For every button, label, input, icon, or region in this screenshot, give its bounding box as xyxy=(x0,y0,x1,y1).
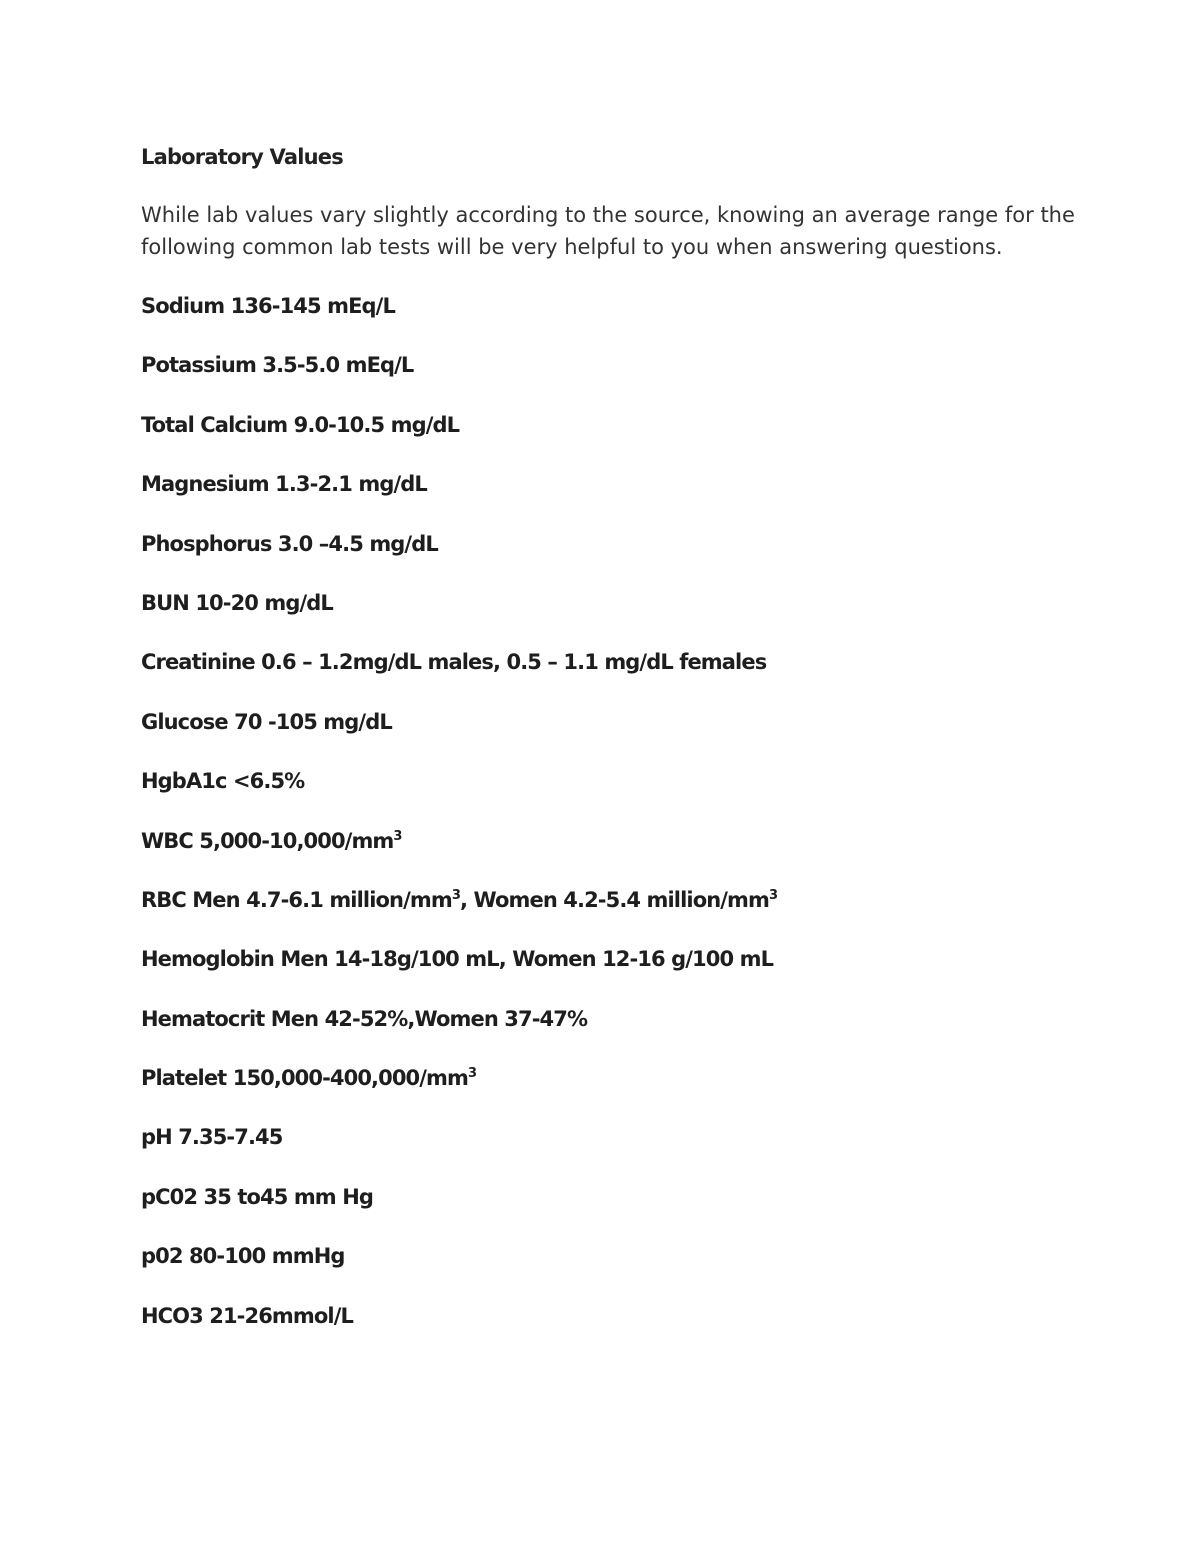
lab-value-item xyxy=(141,350,1101,409)
lab-values-list xyxy=(141,291,1101,1360)
lab-value-text: , Women 4.2-5.4 million/mm xyxy=(459,887,770,912)
lab-value-text: Phosphorus 3.0 –4.5 mg/dL xyxy=(141,531,438,556)
lab-value-item xyxy=(141,944,1101,1003)
lab-value-text: HCO3 21-26mmol/L xyxy=(141,1303,353,1328)
lab-value-text: Hemoglobin Men 14-18g/100 mL, Women 12-16 g/100 mL xyxy=(141,947,774,972)
lab-value-item xyxy=(141,1182,1101,1241)
lab-value-item xyxy=(141,885,1101,944)
lab-value-text: Total Calcium 9.0-10.5 mg/dL xyxy=(141,412,460,437)
lab-value-item xyxy=(141,707,1101,766)
lab-value-item xyxy=(141,766,1101,825)
lab-value-item xyxy=(141,469,1101,528)
lab-value-text: p02 80-100 mmHg xyxy=(141,1244,345,1269)
superscript-exponent: 3 xyxy=(467,1066,477,1082)
lab-value-item xyxy=(141,529,1101,588)
lab-value-text: RBC Men 4.7-6.1 million/mm xyxy=(141,887,452,912)
lab-value-text: Magnesium 1.3-2.1 mg/dL xyxy=(141,472,427,497)
superscript-exponent: 3 xyxy=(451,887,460,903)
lab-value-text: pC02 35 to45 mm Hg xyxy=(141,1184,373,1209)
lab-value-item xyxy=(141,1004,1101,1063)
lab-value-item xyxy=(141,410,1101,469)
lab-value-text: Glucose 70 -105 mg/dL xyxy=(141,709,392,734)
lab-value-text: Sodium 136-145 mEq/L xyxy=(141,294,395,318)
lab-value-item xyxy=(141,1122,1101,1181)
lab-value-item xyxy=(141,588,1101,647)
lab-value-text: Hematocrit Men 42-52%,Women 37-47% xyxy=(141,1006,588,1031)
lab-value-text: Potassium 3.5-5.0 mEq/L xyxy=(141,353,414,378)
lab-value-text: pH 7.35-7.45 xyxy=(141,1125,283,1150)
lab-value-item xyxy=(141,826,1101,885)
lab-value-item xyxy=(141,1241,1101,1300)
lab-value-item xyxy=(141,291,1101,350)
document-title: Laboratory Values xyxy=(141,145,343,169)
intro-paragraph: While lab values vary slightly according to the source, knowing an average range for the following common lab tests will be very helpful to you when answering questions. xyxy=(141,203,1075,259)
lab-value-text: Creatinine 0.6 – 1.2mg/dL males, 0.5 – 1.1 mg/dL females xyxy=(141,650,767,675)
lab-value-item xyxy=(141,647,1101,706)
superscript-exponent: 3 xyxy=(769,887,778,903)
lab-value-text: HgbA1c <6.5% xyxy=(141,769,305,794)
lab-value-text: BUN 10-20 mg/dL xyxy=(141,590,333,615)
lab-value-item xyxy=(141,1301,1101,1360)
lab-value-item xyxy=(141,1063,1101,1122)
superscript-exponent: 3 xyxy=(393,828,402,844)
document-page xyxy=(141,140,1101,1360)
lab-value-text: Platelet 150,000-400,000/mm xyxy=(141,1066,468,1091)
lab-value-text: WBC 5,000-10,000/mm xyxy=(141,828,394,853)
